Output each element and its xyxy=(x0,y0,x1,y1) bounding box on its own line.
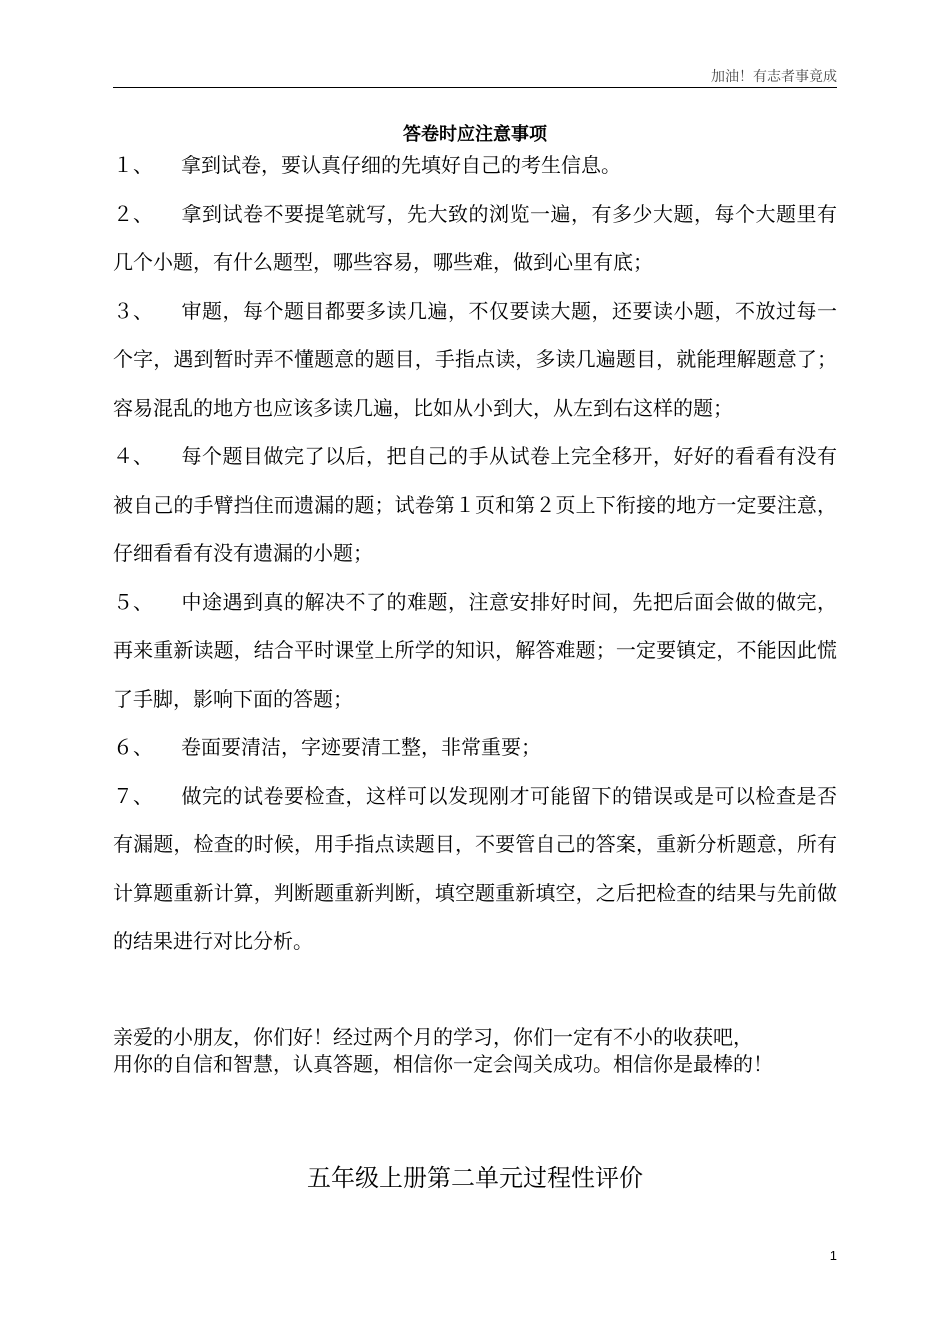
instruction-item-7 xyxy=(113,772,837,966)
item-text: 做完的试卷要检查，这样可以发现刚才可能留下的错误或是可以检查是否有漏题，检查的时候，用手指点读题目，不要管自己的答案，重新分析题意，所有计算题重新计算，判断题重新判断，填空题重新填空，之后把检查的结果与先前做的结果进行对比分析。 xyxy=(113,783,837,953)
instruction-item-4 xyxy=(113,432,837,578)
item-number: ６、 xyxy=(113,735,153,759)
item-text: 拿到试卷，要认真仔细的先填好自己的考生信息。 xyxy=(181,153,621,177)
item-number: ４、 xyxy=(113,444,153,468)
item-text: 中途遇到真的解决不了的难题，注意安排好时间，先把后面会做的做完，再来重新读题，结合平时课堂上所学的知识，解答难题；一定要镇定，不能因此慌了手脚，影响下面的答题； xyxy=(113,589,837,711)
instruction-item-2 xyxy=(113,190,837,287)
instruction-item-3 xyxy=(113,287,837,433)
instructions-list xyxy=(113,141,837,966)
item-text: 每个题目做完了以后，把自己的手从试卷上完全移开，好好的看看有没有被自己的手臂挡住而遗漏的题；试卷第１页和第２页上下衔接的地方一定要注意，仔细看看有没有遗漏的小题； xyxy=(113,444,837,565)
closing-line-2: 用你的自信和智慧，认真答题，相信你一定会闯关成功。相信你是最棒的！ xyxy=(113,1052,773,1076)
page-number: 1 xyxy=(829,1248,837,1263)
item-text: 拿到试卷不要提笔就写，先大致的浏览一遍，有多少大题，每个大题里有几个小题，有什么题型，哪些容易，哪些难，做到心里有底； xyxy=(113,201,837,274)
closing-message xyxy=(113,1024,843,1078)
section-title: 五年级上册第二单元过程性评价 xyxy=(307,1164,643,1192)
instruction-item-1 xyxy=(113,141,837,190)
instruction-item-5 xyxy=(113,578,837,724)
item-text: 审题，每个题目都要多读几遍，不仅要读大题，还要读小题，不放过每一个字，遇到暂时弄不懂题意的题目，手指点读，多读几遍题目，就能理解题意了；容易混乱的地方也应该多读几遍，比如从小到大，从左到右这样的题； xyxy=(113,298,837,420)
page-header: 加油！有志者事竟成 xyxy=(711,69,837,85)
item-number: １、 xyxy=(113,153,153,177)
closing-line-1: 亲爱的小朋友，你们好！经过两个月的学习，你们一定有不小的收获吧， xyxy=(113,1025,753,1049)
header-divider xyxy=(113,87,837,88)
item-number: ７、 xyxy=(113,783,153,808)
instruction-item-6 xyxy=(113,723,837,772)
item-text: 卷面要清洁，字迹要清工整，非常重要； xyxy=(181,735,541,759)
item-number: ５、 xyxy=(113,589,153,614)
document-title: 答卷时应注意事项 xyxy=(403,124,547,145)
item-number: ２、 xyxy=(113,201,153,226)
item-number: ３、 xyxy=(113,298,153,323)
